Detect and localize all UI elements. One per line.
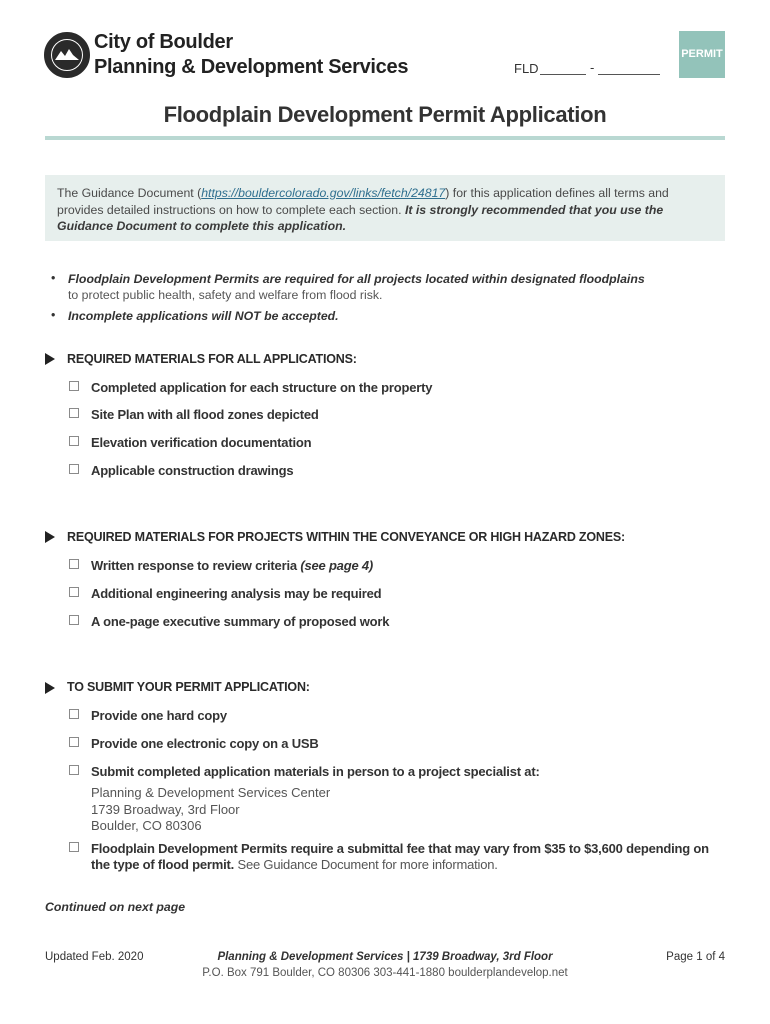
section-arrow-icon [45,682,55,694]
checkbox[interactable] [69,464,79,474]
checklist-item: A one-page executive summary of proposed work [91,614,390,629]
permit-tab: PERMIT [679,31,725,78]
checklist-item: Applicable construction drawings [91,463,294,478]
checkbox[interactable] [69,381,79,391]
bullet-emphasis: Incomplete applications will NOT be accepted. [68,309,339,323]
guidance-text-after: ) for this application defines all terms and provides detailed instructions on how to complete each section. [57,186,669,217]
checkbox[interactable] [69,587,79,597]
city-seal-icon [44,32,90,78]
section-arrow-icon [45,353,55,365]
updated-date: Updated Feb. 2020 [45,951,144,963]
fld-suffix-field[interactable] [598,74,660,75]
guidance-link[interactable]: https://bouldercolorado.gov/links/fetch/24817 [201,186,446,200]
bullet-dot: • [51,271,56,285]
checkbox[interactable] [69,615,79,625]
checklist-item: Elevation verification documentation [91,435,312,450]
office-address [91,785,330,835]
checkbox[interactable] [69,765,79,775]
bullet-item [68,271,718,303]
address-line: 1739 Broadway, 3rd Floor [91,801,240,817]
checkbox[interactable] [69,737,79,747]
checklist-item: Additional engineering analysis may be required [91,586,382,601]
guidance-text-before: The Guidance Document ( [57,186,202,200]
checklist-item: Site Plan with all flood zones depicted [91,407,319,422]
checklist-item: Provide one hard copy [91,708,227,723]
fld-dash: - [590,60,595,75]
checklist-item-text: Written response to review criteria [91,558,297,573]
section-heading: REQUIRED MATERIALS FOR PROJECTS WITHIN THE CONVEYANCE OR HIGH HAZARD ZONES: [67,530,625,544]
checkbox[interactable] [69,842,79,852]
fee-text: the type of flood permit. [91,857,235,872]
bullet-subtext: to protect public health, safety and welfare from flood risk. [68,288,383,302]
bullet-dot: • [51,308,56,322]
checklist-item: Floodplain Development Permits require a submittal fee that may vary from $35 to $3,600 depending on [91,841,709,856]
page-reference: (see page 4) [300,558,374,573]
guidance-recommendation: It is strongly recommended that you use the Guidance Document to complete this application. [57,202,664,233]
section-heading: TO SUBMIT YOUR PERMIT APPLICATION: [67,680,310,694]
checkbox[interactable] [69,436,79,446]
checklist-item [91,558,373,573]
footer-address: Planning & Development Services | 1739 Broadway, 3rd Floor [217,951,553,963]
org-department: Planning & Development Services [94,56,409,78]
bullet-emphasis: Floodplain Development Permits are required for all projects located within designated floodplains [68,272,645,286]
fld-label: FLD [514,61,539,76]
bullet-item [68,308,339,324]
checklist-item: Submit completed application materials in person to a project specialist at: [91,764,540,779]
checkbox[interactable] [69,559,79,569]
guidance-box [45,175,725,241]
page-title: Floodplain Development Permit Application [163,102,607,127]
org-name: City of Boulder [94,31,233,53]
continued-note: Continued on next page [45,900,186,914]
fee-note: See Guidance Document for more information. [237,857,498,872]
checkbox[interactable] [69,408,79,418]
checklist-item: Provide one electronic copy on a USB [91,736,319,751]
fld-number-field[interactable] [540,74,586,75]
footer-contact: P.O. Box 791 Boulder, CO 80306 303-441-1880 boulderplandevelop.net [202,967,568,979]
section-heading: REQUIRED MATERIALS FOR ALL APPLICATIONS: [67,352,357,366]
page-number: Page 1 of 4 [666,951,725,963]
checkbox[interactable] [69,709,79,719]
checklist-item-continued [91,857,498,872]
title-divider [45,136,725,140]
section-arrow-icon [45,531,55,543]
address-line: Boulder, CO 80306 [91,818,202,833]
checklist-item: Completed application for each structure on the property [91,380,433,395]
address-line: Planning & Development Services Center [91,785,331,800]
